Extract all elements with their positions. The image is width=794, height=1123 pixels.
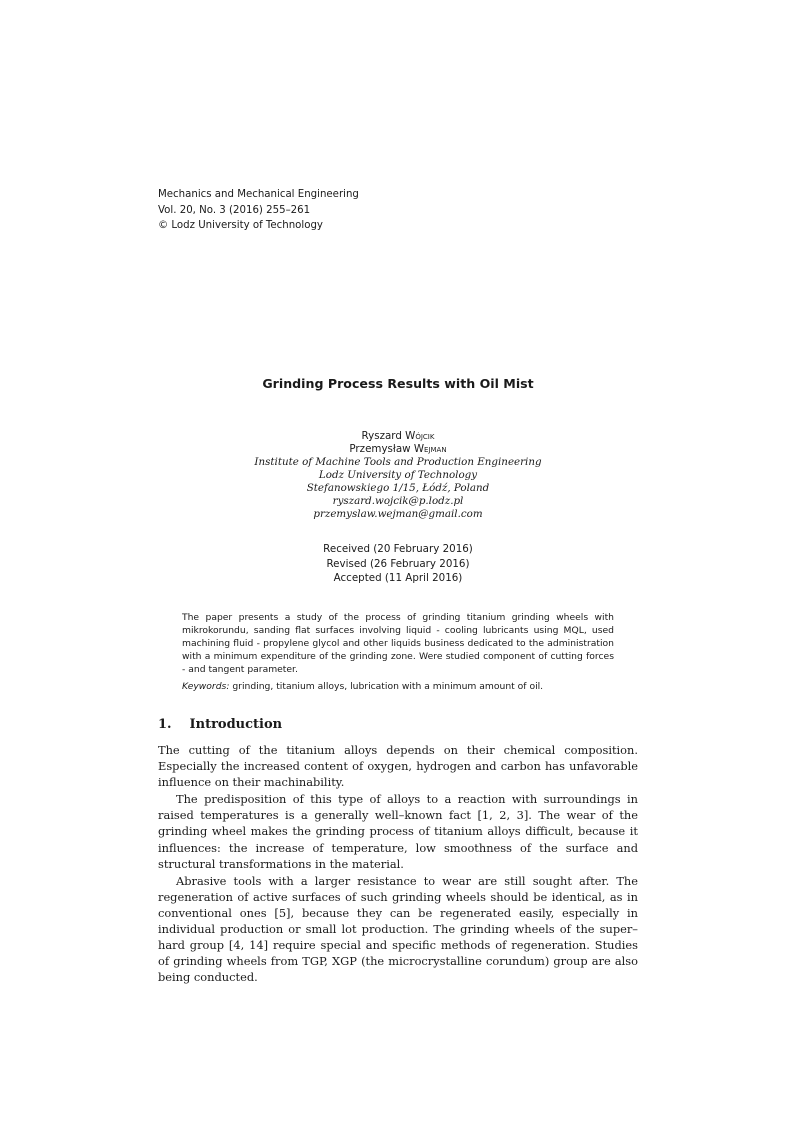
author-1-last-name: Wójcik [405, 430, 435, 442]
journal-volume: Vol. 20, No. 3 (2016) 255–261 [158, 204, 311, 216]
author-1 [158, 430, 638, 443]
section-number: 1. [158, 717, 172, 732]
body-text [158, 742, 638, 985]
section-title: Introduction [189, 717, 283, 732]
paragraph-3: Abrasive tools with a larger resistance to wear are still sought after. The regeneration of active surfaces of such grinding wheels should be identical, as in conventional ones [5], because they can be regenerated easily, especially in individual production or small lot production. The grinding wheels of the super–hard group [4, 14] require special and specific methods of regeneration. Studies of grinding wheels from TGP, XGP (the microcrystalline corundum) group are also being conducted. [158, 873, 638, 985]
keywords-text: grinding, titanium alloys, lubrication with a minimum amount of oil. [232, 681, 544, 693]
submission-dates [158, 542, 638, 586]
paper-title: Grinding Process Results with Oil Mist [262, 376, 534, 391]
abstract [182, 611, 614, 694]
section-heading [158, 716, 638, 734]
author-2-email: przemyslaw.wejman@gmail.com [313, 508, 483, 520]
journal-copyright: © Lodz University of Technology [158, 220, 323, 231]
revised-date: Revised (26 February 2016) [326, 557, 470, 570]
author-1-first-name: Ryszard [361, 430, 402, 442]
author-1-email: ryszard.wojcik@p.lodz.pl [332, 495, 464, 507]
affiliation-address: Stefanowskiego 1/15, Łódź, Poland [306, 482, 490, 494]
keywords-label: Keywords: [182, 681, 230, 693]
accepted-date: Accepted (11 April 2016) [333, 572, 463, 585]
received-date: Received (20 February 2016) [323, 543, 473, 555]
keywords [182, 680, 614, 693]
author-2-last-name: Wejman [413, 443, 447, 455]
author-2-first-name: Przemysław [349, 443, 411, 455]
author-block [158, 430, 638, 521]
paragraph-2: The predisposition of this type of alloys to a reaction with surroundings in raised temperatures is a generally well–known fact [1, 2, 3]. The wear of the grinding wheel makes the grinding process of titanium alloys difficult, because it influences: the increase of temperature, low smoothness of the surface and structural transformations in the material. [158, 792, 638, 871]
abstract-text: The paper presents a study of the process of grinding titanium grinding wheels with mikrokorundu, sanding flat surfaces involving liquid - cooling lubricants using MQL, used machining fluid - propylene glycol and other liquids business dedicated to the administration with a minimum expenditure of the grinding zone. Were studied component of cutting forces - and tangent parameter. [182, 612, 614, 676]
affiliation-university: Lodz University of Technology [318, 469, 478, 481]
affiliation-institute: Institute of Machine Tools and Production Engineering [254, 456, 542, 468]
paragraph-1: The cutting of the titanium alloys depends on their chemical composition. Especially the increased content of oxygen, hydrogen and carbon has unfavorable influence on their machinability. [158, 743, 638, 790]
journal-name: Mechanics and Mechanical Engineering [158, 189, 359, 200]
author-2 [158, 443, 638, 456]
journal-info [158, 187, 458, 234]
